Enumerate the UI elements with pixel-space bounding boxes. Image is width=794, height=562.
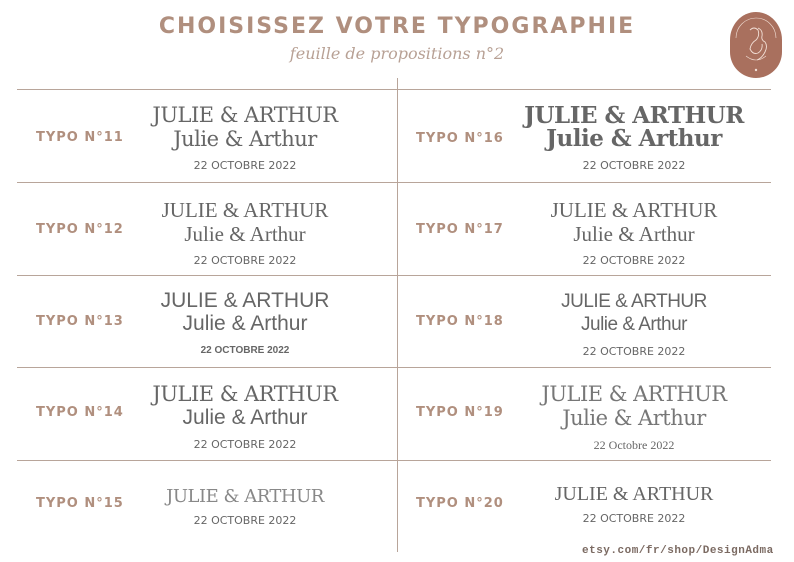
typo-18-label: TYPO N°18 <box>416 314 504 329</box>
row-divider <box>17 460 771 461</box>
typo-11-names-upper: JULIE & ARTHUR <box>152 103 338 127</box>
typo-14-date: 22 OCTOBRE 2022 <box>193 438 297 451</box>
typo-13-names-upper: JULIE & ARTHUR <box>160 289 330 312</box>
page-title: CHOISISSEZ VOTRE TYPOGRAPHIE <box>158 14 636 39</box>
typo-15-names-upper: JULIE & ARTHUR <box>166 486 324 507</box>
row-divider <box>17 182 771 183</box>
typo-12-names: Julie & Arthur <box>184 222 306 246</box>
typo-17-names-upper: JULIE & ARTHUR <box>550 198 718 222</box>
typo-18-names-upper: JULIE & ARTHUR <box>561 291 707 312</box>
typo-19-sample <box>504 383 764 452</box>
typo-13-sample <box>115 289 375 358</box>
typo-13-label: TYPO N°13 <box>36 314 124 329</box>
typo-11-date: 22 OCTOBRE 2022 <box>193 159 297 172</box>
typo-18-names: Julie & Arthur <box>581 314 687 335</box>
typo-17-names: Julie & Arthur <box>573 222 695 246</box>
typo-17-date: 22 OCTOBRE 2022 <box>582 254 686 267</box>
typo-16-names-upper: JULIE & ARTHUR <box>524 102 744 129</box>
row-divider <box>17 367 771 368</box>
typo-17-sample <box>504 199 764 268</box>
typo-15-label: TYPO N°15 <box>36 496 124 511</box>
typo-16-names: Julie & Arthur <box>546 125 722 152</box>
shop-link[interactable]: etsy.com/fr/shop/DesignAdma <box>582 545 774 557</box>
typo-12-label: TYPO N°12 <box>36 222 124 237</box>
typo-15-sample <box>115 485 375 528</box>
typo-19-date: 22 Octobre 2022 <box>593 438 675 452</box>
typo-18-sample <box>504 290 764 359</box>
typo-11-names: Julie & Arthur <box>173 127 317 151</box>
typo-17-label: TYPO N°17 <box>416 222 504 237</box>
typo-20-sample <box>504 483 764 526</box>
row-divider <box>17 275 771 276</box>
typo-11-label: TYPO N°11 <box>36 130 124 145</box>
typo-16-sample <box>504 104 764 173</box>
row-divider <box>17 89 771 90</box>
typo-20-date: 22 OCTOBRE 2022 <box>582 512 686 525</box>
typo-14-label: TYPO N°14 <box>36 405 124 420</box>
column-divider <box>397 78 398 552</box>
brand-logo <box>730 12 782 78</box>
couple-line-art-icon <box>730 12 782 78</box>
typo-14-names-upper: JULIE & ARTHUR <box>152 382 338 406</box>
typo-19-names: Julie & Arthur <box>562 406 706 430</box>
typo-18-date: 22 OCTOBRE 2022 <box>582 345 686 358</box>
typo-13-date: 22 OCTOBRE 2022 <box>200 345 290 356</box>
typo-16-date: 22 OCTOBRE 2022 <box>582 159 686 172</box>
typo-14-names: Julie & Arthur <box>182 406 308 429</box>
typo-19-label: TYPO N°19 <box>416 405 504 420</box>
typo-12-names-upper: JULIE & ARTHUR <box>161 198 329 222</box>
typo-20-names-upper: JULIE & ARTHUR <box>554 483 714 505</box>
page-subtitle: feuille de propositions n°2 <box>289 44 505 63</box>
typo-12-sample <box>115 199 375 268</box>
typo-12-date: 22 OCTOBRE 2022 <box>193 254 297 267</box>
typo-19-names-upper: JULIE & ARTHUR <box>541 382 727 406</box>
typo-14-sample <box>115 383 375 452</box>
typo-11-sample <box>115 104 375 173</box>
typo-16-label: TYPO N°16 <box>416 131 504 146</box>
typo-15-date: 22 OCTOBRE 2022 <box>193 514 297 527</box>
typo-20-label: TYPO N°20 <box>416 496 504 511</box>
typo-13-names: Julie & Arthur <box>182 312 308 335</box>
